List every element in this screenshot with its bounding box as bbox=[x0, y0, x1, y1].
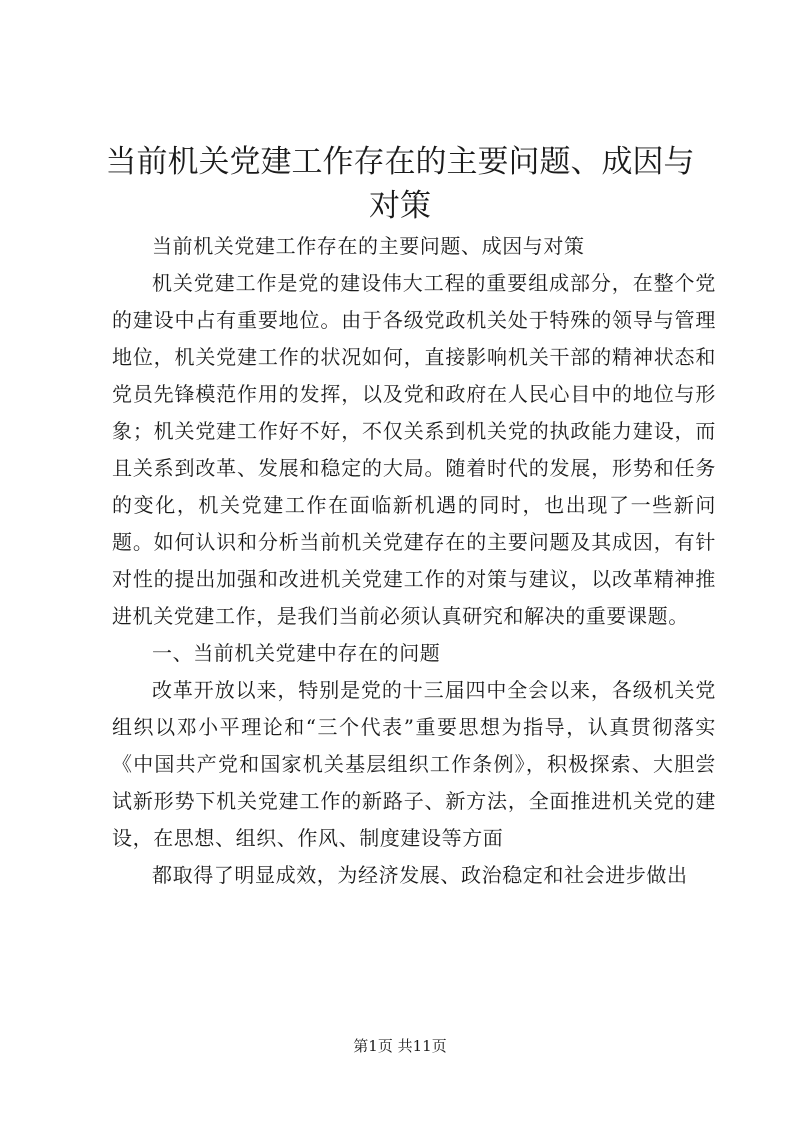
page-title: 当前机关党建工作存在的主要问题、成因与对策 bbox=[105, 144, 695, 224]
document-body bbox=[112, 228, 716, 894]
subtitle-paragraph: 当前机关党建工作存在的主要问题、成因与对策 bbox=[152, 234, 585, 258]
page-number: 第1页 共11页 bbox=[353, 1037, 447, 1055]
intro-paragraph: 机关党建工作是党的建设伟大工程的重要组成部分，在整个党的建设中占有重要地位。由于各级党政机关处于特殊的领导与管理地位，机关党建工作的状况如何，直接影响机关干部的精神状态和党员先锋模范作用的发挥，以及党和政府在人民心目中的地位与形象；机关党建工作好不好，不仅关系到机关党的执政能力建设，而且关系到改革、发展和稳定的大局。随着时代的发展，形势和任务的变化，机关党建工作在面临新机遇的同时，也出现了一些新问题。如何认识和分析当前机关党建存在的主要问题及其成因，有针对性的提出加强和改进机关党建工作的对策与建议，以改革精神推进机关党建工作，是我们当前必须认真研究和解决的重要课题。 bbox=[112, 271, 716, 628]
continuation-paragraph: 都取得了明显成效，为经济发展、政治稳定和社会进步做出 bbox=[152, 863, 688, 887]
page-footer bbox=[0, 1036, 800, 1056]
section-paragraph: 改革开放以来，特别是党的十三届四中全会以来，各级机关党组织以邓小平理论和“三个代表”重要思想为指导，认真贯彻落实《中国共产党和国家机关基层组织工作条例》，积极探索、大胆尝试新形势下机关党建工作的新路子、新方法，全面推进机关党的建设，在思想、组织、作风、制度建设等方面 bbox=[112, 678, 716, 850]
section-heading: 一、当前机关党建中存在的问题 bbox=[152, 641, 441, 665]
